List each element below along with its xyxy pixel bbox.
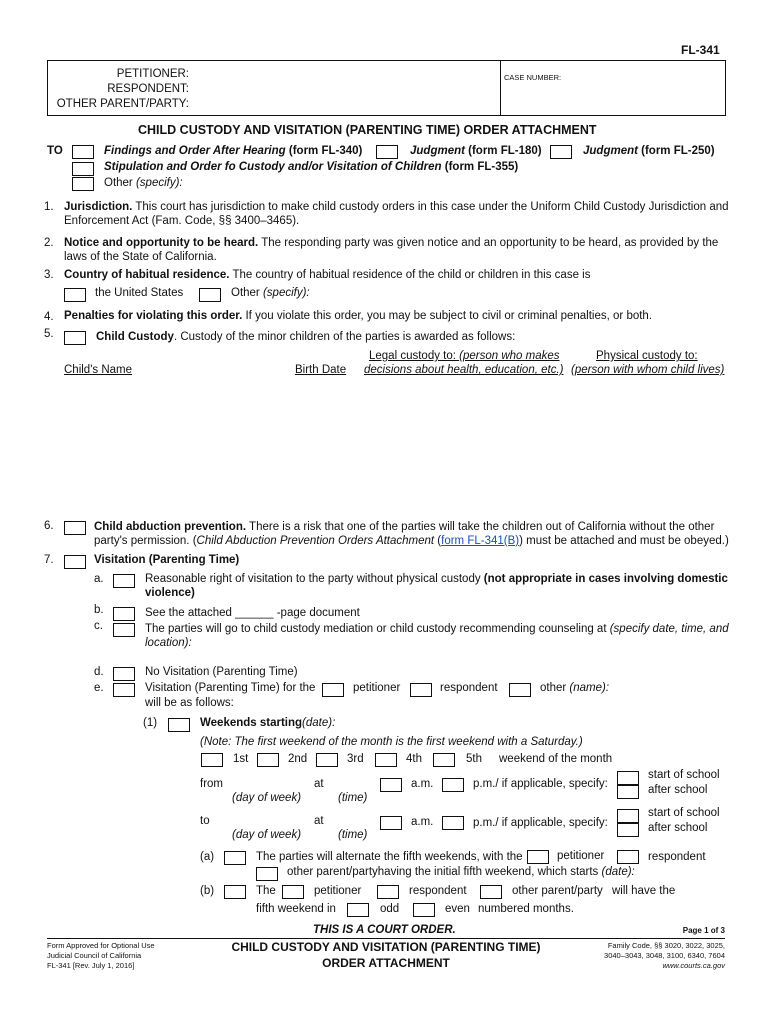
alternate-respondent-label: respondent (648, 851, 706, 863)
item-5-number: 5. (44, 328, 54, 340)
mediation-checkbox[interactable] (113, 623, 135, 637)
weekends-starting-label: Weekends starting(date): (200, 717, 336, 729)
no-visitation-checkbox[interactable] (113, 667, 135, 681)
visitation-petitioner-label: petitioner (353, 682, 401, 694)
weekends-checkbox[interactable] (168, 718, 190, 732)
footer-right-line-1: Family Code, §§ 3020, 3022, 3025, (607, 941, 725, 950)
other-parent-label: OTHER PARENT/PARTY: (56, 98, 189, 110)
from-after-school-checkbox[interactable] (617, 785, 639, 799)
child-custody-checkbox[interactable] (64, 331, 86, 345)
fifth-weekend-respondent-checkbox[interactable] (377, 885, 399, 899)
from-am-checkbox[interactable] (380, 778, 402, 792)
abduction-prevention-checkbox[interactable] (64, 521, 86, 535)
item-7e-line-1: Visitation (Parenting Time) for the (145, 682, 316, 694)
to-stipulation-checkbox[interactable] (72, 162, 94, 176)
physical-custody-header-2: (person with whom child lives) (571, 364, 725, 376)
weekend-5th-checkbox[interactable] (433, 753, 455, 767)
fifth-weekend-the: The (256, 885, 276, 897)
weekend-3rd-label: 3rd (347, 753, 364, 765)
to-after-school-label: after school (648, 822, 708, 834)
weekends-note: (Note: The first weekend of the month is the first weekend with a Saturday.) (200, 736, 583, 748)
visitation-petitioner-checkbox[interactable] (322, 683, 344, 697)
to-judgment-fl250-checkbox[interactable] (550, 145, 572, 159)
to-findings-checkbox[interactable] (72, 145, 94, 159)
visitation-other-label: other (name): (540, 682, 610, 694)
to-pm-label: p.m./ if applicable, specify: (473, 817, 608, 829)
to-findings-text: Findings and Order After Hearing (form FL-340) (104, 145, 363, 157)
item-7e-line-2: will be as follows: (145, 697, 234, 709)
footer-form-title-1: CHILD CUSTODY AND VISITATION (PARENTING TIME) (231, 940, 541, 954)
to-judgment-fl180-text: Judgment (form FL-180) (410, 145, 542, 157)
from-pm-checkbox[interactable] (442, 778, 464, 792)
item-7a-line-2: violence) (145, 587, 195, 599)
physical-custody-header-1: Physical custody to: (596, 350, 698, 362)
even-months-checkbox[interactable] (413, 903, 435, 917)
fifth-weekend-other-checkbox[interactable] (480, 885, 502, 899)
footer-right-line-2: 3040–3043, 3048, 3100, 6340, 7604 (604, 951, 725, 960)
alternate-petitioner-label: petitioner (557, 850, 605, 862)
weekend-2nd-label: 2nd (288, 753, 308, 765)
weekend-1st-label: 1st (233, 753, 249, 765)
country-other-label: Other (specify): (231, 287, 310, 299)
weekend-of-month-label: weekend of the month (499, 753, 613, 765)
item-3-number: 3. (44, 269, 54, 281)
item-1-number: 1. (44, 201, 54, 213)
from-am-label: a.m. (411, 778, 434, 790)
from-after-school-label: after school (648, 784, 708, 796)
respondent-label: RESPONDENT: (107, 83, 189, 95)
weekend-2nd-checkbox[interactable] (257, 753, 279, 767)
to-stipulation-text: Stipulation and Order fo Custody and/or Visitation of Children (form FL-355) (104, 161, 519, 173)
to-other-text: Other (specify): (104, 177, 183, 189)
item-3-line-1: Country of habitual residence. The country of habitual residence of the child or children in this case is (64, 269, 591, 281)
to-after-school-checkbox[interactable] (617, 823, 639, 837)
fifth-weekend-other-label: other parent/party (512, 885, 603, 897)
alternate-other-checkbox[interactable] (256, 867, 278, 881)
weekend-5th-label: 5th (466, 753, 482, 765)
item-2-line-1: Notice and opportunity to be heard. The responding party was given notice and an opportunity to be heard, as provided by the (64, 237, 719, 249)
from-start-of-school-checkbox[interactable] (617, 771, 639, 785)
item-7a-line-1: Reasonable right of visitation to the party without physical custody (not appropriate in cases involving domestic (145, 573, 728, 585)
fifth-weekend-petitioner-label: petitioner (314, 885, 362, 897)
page-number: Page 1 of 3 (682, 926, 725, 935)
to-other-checkbox[interactable] (72, 177, 94, 191)
footer-left-line-3: FL-341 [Rev. July 1, 2016] (47, 961, 135, 970)
to-start-of-school-label: start of school (648, 807, 720, 819)
item-1-line-2: Enforcement Act (Fam. Code, §§ 3400–3465). (64, 215, 300, 227)
fifth-weekend-respondent-label: respondent (409, 885, 467, 897)
country-us-label: the United States (95, 287, 184, 299)
alternate-respondent-checkbox[interactable] (617, 850, 639, 864)
fifth-weekend-letter: (b) (200, 885, 215, 897)
fifth-weekend-in-label: fifth weekend in (256, 903, 336, 915)
from-start-of-school-label: start of school (648, 769, 720, 781)
fifth-weekend-will-have: will have the (612, 885, 676, 897)
visitation-other-checkbox[interactable] (509, 683, 531, 697)
item-7c-letter: c. (94, 620, 103, 632)
item-7c-line-2: location): (145, 637, 192, 649)
childs-name-header: Child's Name (64, 364, 133, 376)
weekend-3rd-checkbox[interactable] (316, 753, 338, 767)
weekend-4th-checkbox[interactable] (375, 753, 397, 767)
item-6-line-2: party's permission. (Child Abduction Prevention Orders Attachment (form FL-341(B)) must be attached and must be obeyed.) (94, 535, 729, 547)
from-time-caption: (time) (338, 792, 368, 804)
case-number-label: CASE NUMBER: (504, 73, 562, 82)
reasonable-visitation-checkbox[interactable] (113, 574, 135, 588)
alternate-letter: (a) (200, 851, 215, 863)
item-6-line-1: Child abduction prevention. There is a risk that one of the parties will take the children out of California without the other (94, 521, 715, 533)
item-7d-letter: d. (94, 666, 104, 678)
legal-custody-header-2: decisions about health, education, etc.) (364, 364, 564, 376)
from-day-of-week-caption: (day of week) (232, 792, 302, 804)
visitation-respondent-checkbox[interactable] (410, 683, 432, 697)
item-5-line-1: Child Custody. Custody of the minor children of the parties is awarded as follows: (96, 331, 516, 343)
item-7a-letter: a. (94, 573, 104, 585)
item-1-line-1: Jurisdiction. This court has jurisdiction to make child custody orders in this case under the Uniform Child Custody Jurisdiction and (64, 201, 729, 213)
country-us-checkbox[interactable] (64, 288, 86, 302)
alternate-petitioner-checkbox[interactable] (527, 850, 549, 864)
birth-date-header: Birth Date (295, 364, 347, 376)
alternate-other-text: other parent/partyhaving the initial fifth weekend, which starts (date): (287, 866, 635, 878)
item-7b-text: See the attached ______ -page document (145, 607, 360, 619)
to-time-caption: (time) (338, 829, 368, 841)
item-7c-line-1: The parties will go to child custody mediation or child custody recommending counseling at (specify date, time, and (145, 623, 729, 635)
to-start-of-school-checkbox[interactable] (617, 809, 639, 823)
item-7-number: 7. (44, 554, 54, 566)
courts-website-link[interactable]: www.courts.ca.gov (662, 961, 725, 970)
fifth-weekend-checkbox[interactable] (224, 885, 246, 899)
to-judgment-fl250-text: Judgment (form FL-250) (583, 145, 715, 157)
from-pm-label: p.m./ if applicable, specify: (473, 778, 608, 790)
caption-divider (500, 61, 501, 115)
fifth-weekend-petitioner-checkbox[interactable] (282, 885, 304, 899)
footer-rule (47, 938, 725, 939)
footer-form-title-2: ORDER ATTACHMENT (322, 956, 450, 970)
odd-months-label: odd (380, 903, 400, 915)
item-7e-letter: e. (94, 682, 104, 694)
numbered-months-label: numbered months. (478, 903, 574, 915)
from-label: from (200, 778, 223, 790)
form-id: FL-341 (681, 43, 720, 57)
footer-left-line-2: Judicial Council of California (47, 951, 142, 960)
even-months-label: even (445, 903, 470, 915)
attached-document-checkbox[interactable] (113, 607, 135, 621)
weekend-4th-label: 4th (406, 753, 422, 765)
item-7b-letter: b. (94, 604, 104, 616)
item-4-line-1: Penalties for violating this order. If you violate this order, you may be subject to civil or criminal penalties, or both. (64, 310, 653, 322)
item-7-title: Visitation (Parenting Time) (94, 554, 240, 566)
petitioner-label: PETITIONER: (116, 68, 189, 80)
to-am-label: a.m. (411, 816, 434, 828)
item-2-number: 2. (44, 237, 54, 249)
item-6-number: 6. (44, 520, 54, 532)
caption-box (47, 60, 726, 116)
court-order-notice: THIS IS A COURT ORDER. (313, 924, 456, 936)
visitation-for-checkbox[interactable] (113, 683, 135, 697)
to-day-of-week-caption: (day of week) (232, 829, 302, 841)
country-other-checkbox[interactable] (199, 288, 221, 302)
to-am-checkbox[interactable] (380, 816, 402, 830)
to-pm-checkbox[interactable] (442, 816, 464, 830)
to-label: TO (47, 145, 63, 157)
item-2-line-2: laws of the State of California. (64, 251, 217, 263)
alternate-fifth-checkbox[interactable] (224, 851, 246, 865)
weekends-number: (1) (143, 717, 158, 729)
to-time-label: to (200, 815, 210, 827)
from-at-label: at (314, 778, 324, 790)
item-4-number: 4. (44, 311, 54, 323)
page-title: CHILD CUSTODY AND VISITATION (PARENTING TIME) ORDER ATTACHMENT (138, 123, 597, 137)
visitation-checkbox[interactable] (64, 555, 86, 569)
alternate-fifth-text: The parties will alternate the fifth weekends, with the (256, 851, 523, 863)
to-at-label: at (314, 815, 324, 827)
to-judgment-fl180-checkbox[interactable] (376, 145, 398, 159)
item-7d-text: No Visitation (Parenting Time) (145, 666, 298, 678)
footer-left-line-1: Form Approved for Optional Use (47, 941, 155, 950)
weekend-1st-checkbox[interactable] (201, 753, 223, 767)
visitation-respondent-label: respondent (440, 682, 498, 694)
form-fl341b-link[interactable]: form FL-341(B) (441, 535, 520, 547)
legal-custody-header-1: Legal custody to: (person who makes (369, 350, 560, 362)
odd-months-checkbox[interactable] (347, 903, 369, 917)
